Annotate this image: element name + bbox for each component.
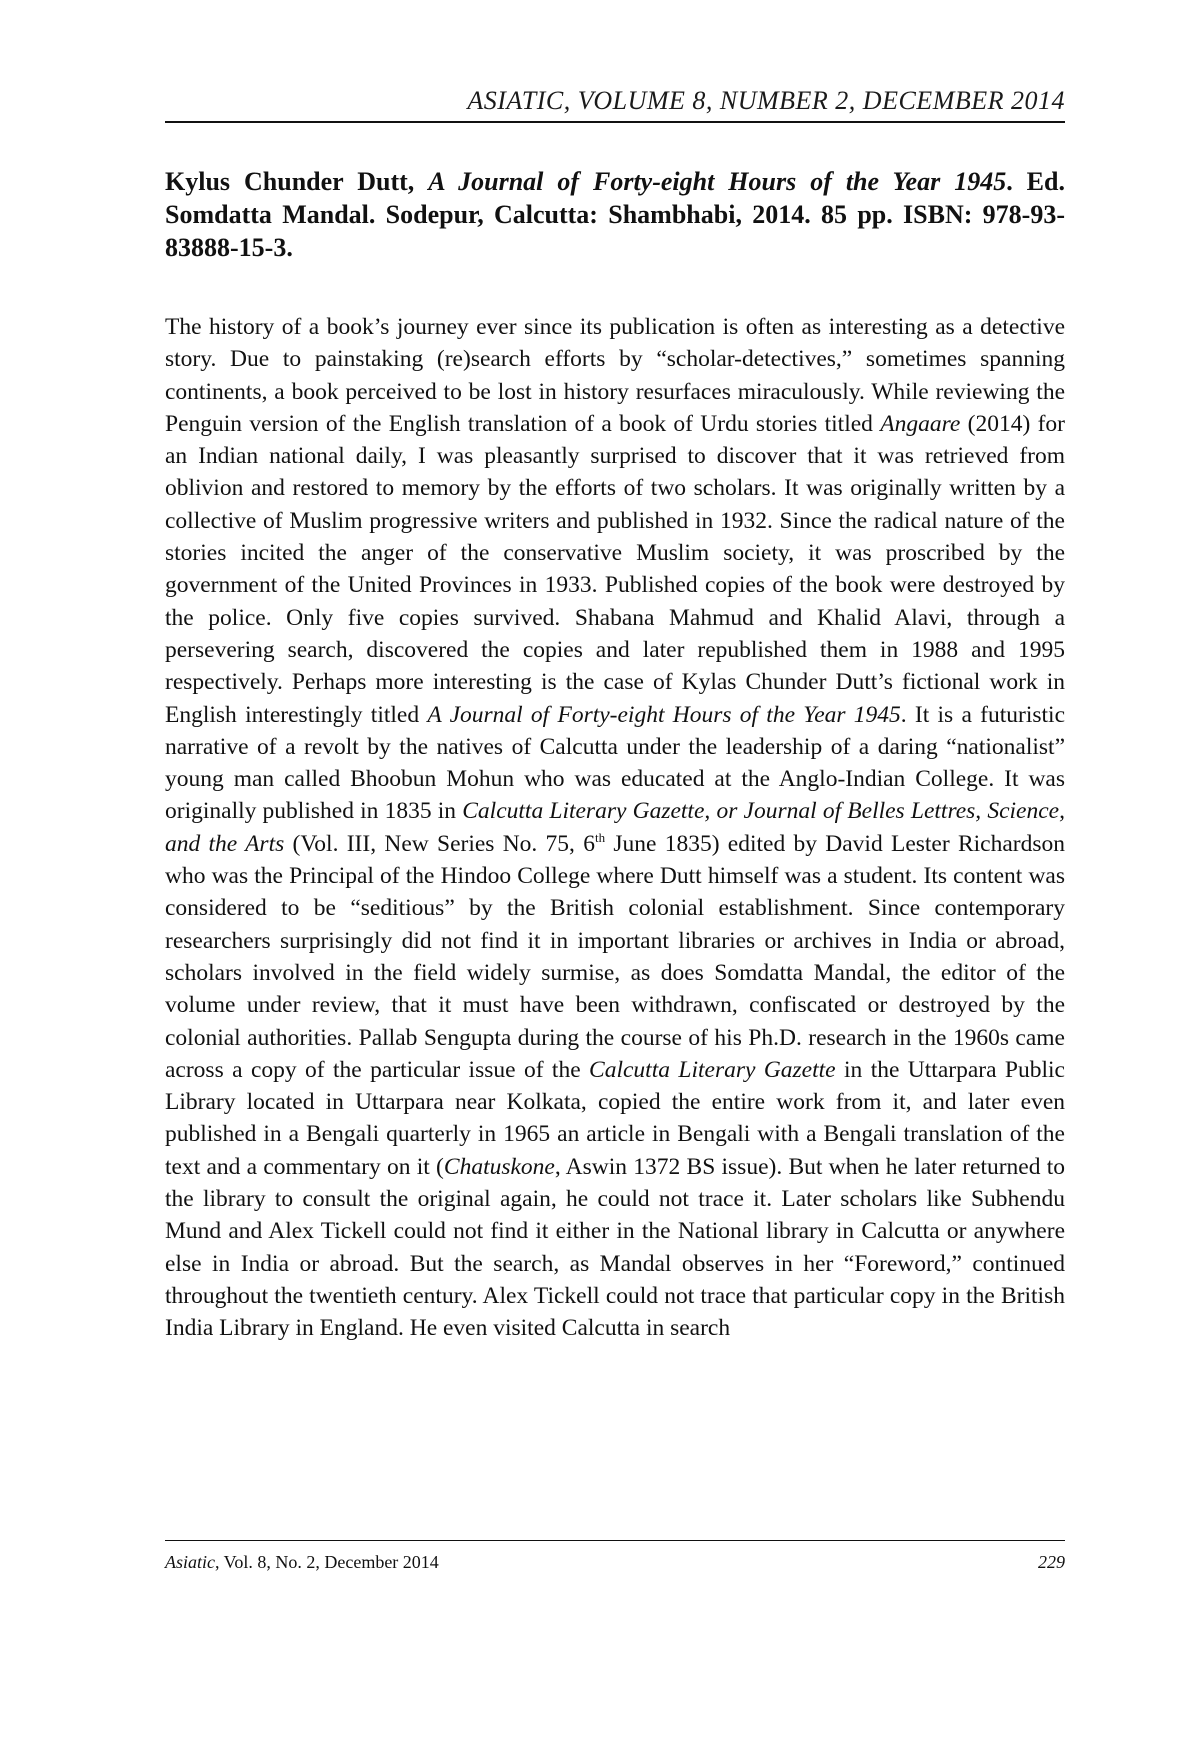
- paragraph: [165, 311, 1065, 1345]
- text-run: (2014) for an Indian national daily, I was pleasantly surprised to discover that it was retrieved from oblivion and restored to memory by the efforts of two scholars. It was originally written by a collective of Muslim progressive writers and published in 1932. Since the radical nature of the stories incited the anger of the conservative Muslim society, it was proscribed by the government of the United Provinces in 1933. Published copies of the book were destroyed by the police. Only five copies survived. Shabana Mahmud and Khalid Alavi, through a persevering search, discovered the copies and later republished them in 1988 and 1995 respectively. Perhaps more interesting is the case of Kylas Chunder Dutt’s fictional work in English interestingly titled: [165, 410, 1065, 728]
- footer-journal-name: Asiatic: [165, 1552, 215, 1572]
- review-body: [165, 311, 1065, 1345]
- italic-title-gazette: Calcutta Literary Gazette, or Journal of Belles Lettres, Science, and the Arts: [165, 798, 1065, 857]
- text-run: in the Uttarpara Public Library located in Uttarpara near Kolkata, copied the entire work from it, and later even published in a Bengali quarterly in 1965 an article in Bengali with a Bengali translation of the text and a commentary on it (: [165, 1056, 1065, 1180]
- text-run: The history of a book’s journey ever since its publication is often as interesting as a detective story. Due to painstaking (re)search efforts by “scholar-detectives,” sometimes spanning continents, a book perceived to be lost in history resurfaces miraculously. While reviewing the Penguin version of the English translation of a book of Urdu stories titled: [165, 314, 1065, 437]
- footer-citation: [165, 1552, 439, 1573]
- review-title: [165, 165, 1065, 264]
- reviewed-book-title: A Journal of Forty-eight Hours of the Year 1945: [428, 167, 1007, 196]
- italic-title-journal: A Journal of Forty-eight Hours of the Year 1945: [427, 701, 901, 728]
- running-header: ASIATIC, VOLUME 8, NUMBER 2, DECEMBER 2014: [467, 86, 1065, 115]
- footer-issue: , Vol. 8, No. 2, December 2014: [215, 1552, 439, 1572]
- publication-details: . Ed. Somdatta Mandal. Sodepur, Calcutta: Shambhabi, 2014. 85 pp. ISBN: 978-93-83888-15-3.: [165, 167, 1065, 262]
- review-author: Kylus Chunder Dutt,: [165, 167, 429, 196]
- footer-rule: [165, 1540, 1065, 1541]
- italic-title-gazette-short: Calcutta Literary Gazette: [589, 1056, 836, 1083]
- text-run: , Aswin 1372 BS issue). But when he later returned to the library to consult the original again, he could not trace it. Later scholars like Subhendu Mund and Alex Tickell could not find it either in the National library in Calcutta or anywhere else in India or abroad. But the search, as Mandal observes in her “Foreword,” continued throughout the twentieth century. Alex Tickell could not trace that particular copy in the British India Library in England. He even visited Calcutta in search: [165, 1153, 1066, 1342]
- page-number: 229: [1038, 1552, 1065, 1572]
- text-run: . It is a futuristic narrative of a revolt by the natives of Calcutta under the leadership of a daring “nationalist” young man called Bhoobun Mohun who was educated at the Anglo-Indian College. It was originally published in 1835 in: [165, 701, 1065, 825]
- header-rule: [165, 121, 1065, 123]
- text-run: June 1835) edited by David Lester Richardson who was the Principal of the Hindoo College where Dutt himself was a student. Its content was considered to be “seditious” by the British colonial establishment. Since contemporary researchers surprisingly did not find it in important libraries or archives in India or abroad, scholars involved in the field widely surmise, as does Somdatta Mandal, the editor of the volume under review, that it must have been withdrawn, confiscated or destroyed by the colonial authorities. Pallab Sengupta during the course of his Ph.D. research in the 1960s came across a copy of the particular issue of the: [165, 830, 1065, 1083]
- italic-title-chatuskone: Chatuskone: [443, 1153, 555, 1180]
- italic-title-angaare: Angaare: [880, 410, 961, 437]
- text-run: (Vol. III, New Series No. 75, 6: [284, 830, 595, 857]
- ordinal-superscript: th: [594, 829, 606, 845]
